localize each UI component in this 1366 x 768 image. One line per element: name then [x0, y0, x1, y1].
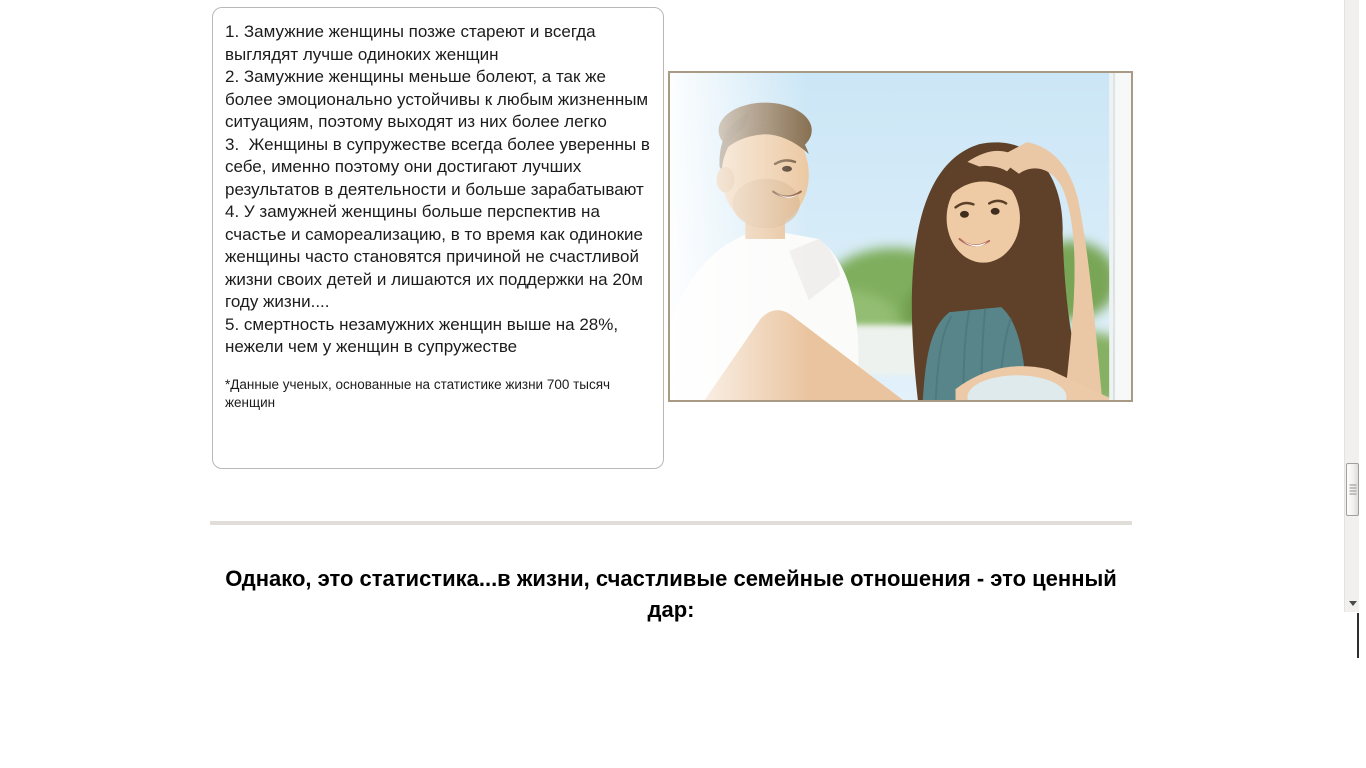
- photo-left-wash: [670, 73, 809, 400]
- photo-window-frame: [1109, 73, 1131, 400]
- statistics-list-item-1: 1. Замужние женщины позже стареют и всегда выглядят лучше одиноких женщин: [225, 22, 601, 64]
- statistics-footnote: *Данные ученых, основанные на статистике жизни 700 тысяч женщин: [225, 376, 611, 410]
- window-edge-line: [1357, 613, 1359, 658]
- statistics-list-item-3: 3. Женщины в супружестве всегда более уверенны в себе, именно поэтому они достигают лучших результатов в деятельности и больше зарабатывают: [225, 134, 655, 199]
- couple-photo: [668, 71, 1133, 402]
- section-divider: [210, 521, 1132, 525]
- statistics-list-item-2: 2. Замужние женщины меньше болеют, а так же более эмоционально устойчивы к любым жизненным ситуациям, поэтому выходят из них более легко: [225, 67, 653, 131]
- scroll-down-arrow-icon: [1349, 601, 1357, 606]
- scrollbar-down-button[interactable]: [1345, 595, 1360, 611]
- section-heading: Однако, это статистика...в жизни, счастливые семейные отношения - это ценный дар:: [225, 566, 1117, 622]
- couple-photo-illustration: [670, 73, 1131, 400]
- statistics-info-box: [212, 7, 664, 469]
- vertical-scrollbar-thumb[interactable]: [1346, 463, 1359, 516]
- vertical-scrollbar-track[interactable]: [1344, 0, 1359, 612]
- statistics-list-item-5: 5. смертность незамужних женщин выше на 28%, нежели чем у женщин в супружестве: [225, 314, 623, 356]
- statistics-list-item-4: 4. У замужней женщины больше перспектив на счастье и самореализацию, в то время как одинокие женщины часто становятся причиной не счастливой жизни своих детей и лишаются их поддержки на 20м году жизни....: [225, 202, 648, 311]
- scrollbar-grip-icon: [1349, 484, 1356, 495]
